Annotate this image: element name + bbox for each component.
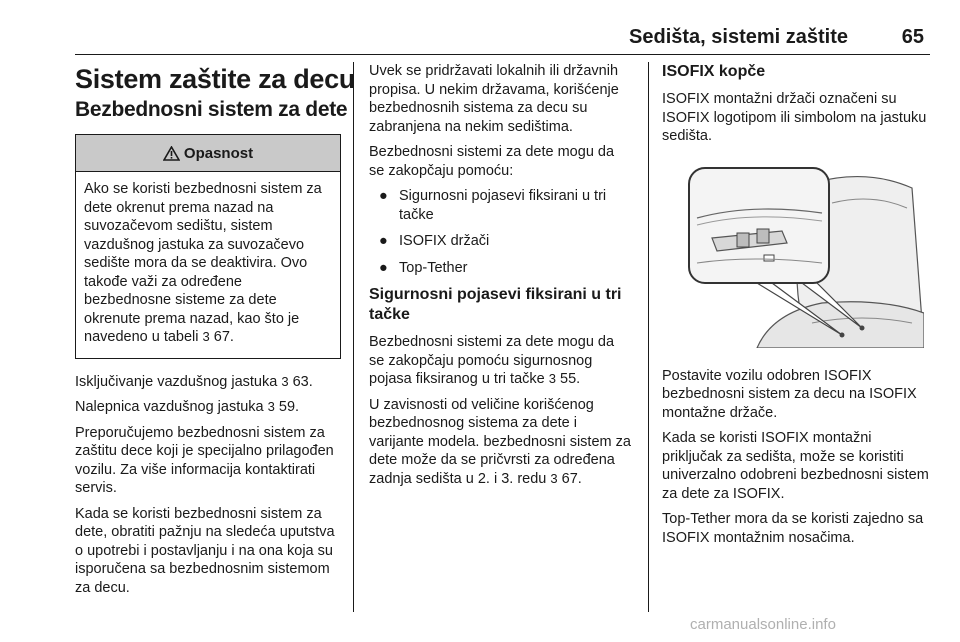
bullet-icon: ● bbox=[379, 188, 388, 204]
column-divider bbox=[648, 62, 649, 612]
list-item: ● Sigurnosni pojasevi fiksirani u tri tačke bbox=[379, 188, 607, 223]
paragraph: ISOFIX montažni držači označeni su ISOFIX logotipom ili simbolom na jastuku sedišta. bbox=[662, 91, 927, 144]
page-ref-arrow: 3 bbox=[267, 399, 275, 414]
page-ref-arrow: 3 bbox=[548, 371, 556, 386]
paragraph: Preporučujemo bezbednosni sistem za zaštitu dece koji je specijalno prilagođen vozilu. Za više informacija kontaktirati servis. bbox=[75, 424, 334, 496]
paragraph: Uvek se pridržavati lokalnih ili državnih propisa. U nekim državama, korišćenje bezbednosnih sistema za decu su zabranjena na nekim sedištima. bbox=[369, 63, 619, 135]
paragraph: Kada se koristi ISOFIX montažni priključak za sedišta, može se koristiti univerzalno odobreni bezbednosni sistem za dete za ISOFIX. bbox=[662, 430, 929, 502]
warning-triangle-icon bbox=[163, 146, 180, 161]
page-ref-arrow: 3 bbox=[202, 329, 210, 344]
paragraph: Postavite vozilu odobren ISOFIX bezbednosni sistem za decu na ISOFIX montažne držače. bbox=[662, 367, 917, 421]
airbag-label-ref[interactable]: Nalepnica vazdušnog jastuka 3 59. bbox=[75, 399, 300, 415]
page-number: 65 bbox=[901, 26, 924, 48]
warning-title: Opasnost bbox=[183, 144, 254, 162]
column-divider bbox=[353, 62, 354, 612]
airbag-deactivation-ref[interactable]: Isključivanje vazdušnog jastuka 3 63. bbox=[75, 373, 313, 390]
section-title: Sedišta, sistemi zaštite bbox=[629, 26, 848, 48]
section-heading: ISOFIX kopče bbox=[662, 63, 766, 80]
warning-box bbox=[75, 134, 341, 359]
paragraph[interactable]: U zavisnosti od veličine korišćenog bezbednosnog sistema za dete i varijante modela. bezbednosni sistem za dete može da se pričvrsti za određena zadnja sedišta u 2. i 3. redu 3 67. bbox=[369, 396, 631, 487]
bullet-icon: ● bbox=[379, 233, 388, 249]
column-right bbox=[662, 62, 930, 554]
page-ref-arrow: 3 bbox=[281, 373, 289, 389]
main-heading: Sistem zaštite za decu bbox=[75, 64, 356, 94]
paragraph: Kada se koristi bezbednosni sistem za dete, obratiti pažnju na sledeća uputstva o upotrebi i postavljanju i na ona koja su isporučena sa bezbednosnim sistemom za decu. bbox=[75, 505, 335, 596]
paragraph: Bezbednosni sistemi za dete mogu da se zakopčaju pomoću: bbox=[369, 144, 615, 179]
paragraph[interactable]: Bezbednosni sistemi za dete mogu da se zakopčaju pomoću sigurnosnog pojasa fiksiranog u tri tačke 3 55. bbox=[369, 334, 615, 387]
watermark: carmanualsonline.info bbox=[690, 616, 836, 633]
isofix-seat-illustration bbox=[662, 163, 924, 348]
section-heading: Sigurnosni pojasevi fiksirani u tri tačke bbox=[369, 286, 622, 323]
paragraph: Top-Tether mora da se koristi zajedno sa ISOFIX montažnim nosačima. bbox=[662, 511, 924, 546]
bullet-icon: ● bbox=[379, 259, 388, 276]
page-ref-arrow: 3 bbox=[550, 470, 558, 486]
sub-heading: Bezbednosni sistem za dete bbox=[75, 98, 348, 121]
column-left bbox=[75, 62, 356, 604]
list-item: ● Top-Tether bbox=[379, 259, 468, 276]
warning-text: Ako se koristi bezbednosni sistem za dete okrenut prema nazad na suvozačevom sedištu, sistem vazdušnog jastuka za suvozačevo sedište mora da se deaktivira. Ovo takođe važi za određene bezbednosne sisteme za dete okrenute prema nazad, kao što je navedeno u tabeli 3 67. bbox=[84, 181, 322, 345]
column-middle bbox=[369, 62, 633, 495]
list-item: ● ISOFIX držači bbox=[379, 233, 490, 249]
fastening-list bbox=[369, 187, 633, 277]
warning-header bbox=[76, 135, 340, 172]
page-header bbox=[75, 24, 930, 55]
